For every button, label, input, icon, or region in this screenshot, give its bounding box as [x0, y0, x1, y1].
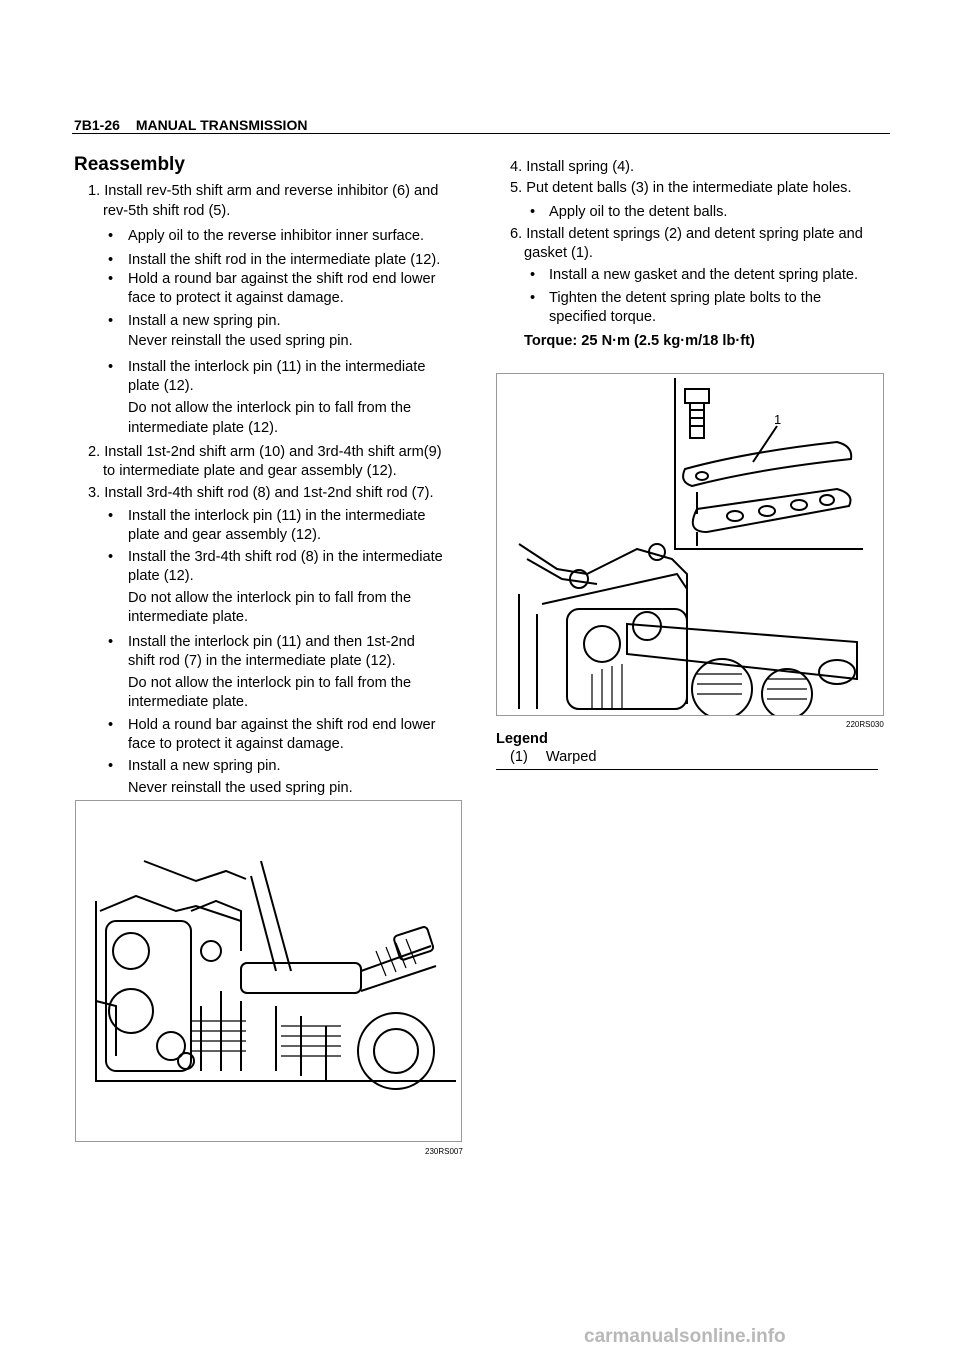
bullet-glyph: •	[108, 228, 114, 244]
bullet-text: Apply oil to the reverse inhibitor inner surface.	[128, 228, 425, 244]
watermark: carmanualsonline.info	[584, 1326, 786, 1347]
bullet-glyph: •	[530, 290, 536, 306]
bullet-glyph: •	[108, 549, 114, 565]
page-header	[74, 117, 307, 133]
step-2-line-2: to intermediate plate and gear assembly (12).	[103, 463, 397, 479]
bullet-text: Hold a round bar against the shift rod end lower	[128, 717, 436, 733]
figure-code: 220RS030	[846, 720, 884, 729]
note-text: Do not allow the interlock pin to fall from the	[128, 675, 412, 691]
bullet-text-cont: plate (12).	[128, 568, 194, 584]
step-2-line-1: 2. Install 1st-2nd shift arm (10) and 3rd-4th shift arm(9)	[88, 444, 442, 460]
legend-title: Legend	[496, 731, 548, 747]
section-title: MANUAL TRANSMISSION	[135, 117, 308, 133]
legend-rule	[496, 769, 878, 770]
bullet-text: Install the interlock pin (11) in the intermediate	[128, 508, 426, 524]
note-text: Do not allow the interlock pin to fall from the	[128, 590, 412, 606]
bullet-glyph: •	[108, 359, 114, 375]
legend-item	[510, 749, 596, 765]
bullet-text: Install a new spring pin.	[128, 313, 281, 329]
step-1-line-1: 1. Install rev-5th shift arm and reverse inhibitor (6) and	[88, 183, 439, 199]
bullet-text: Install the 3rd-4th shift rod (8) in the intermediate	[128, 549, 443, 565]
bullet-text: Install the interlock pin (11) in the intermediate	[128, 359, 426, 375]
figure-detent-plate	[496, 373, 884, 716]
section-heading: Reassembly	[74, 154, 185, 175]
bullet-text-cont: shift rod (7) in the intermediate plate (12).	[128, 653, 396, 669]
bullet-text: Install a new gasket and the detent spring plate.	[549, 267, 859, 283]
detent-plate-illustration	[497, 374, 883, 715]
note-text: Never reinstall the used spring pin.	[128, 780, 353, 796]
figure-code: 230RS007	[425, 1147, 463, 1156]
bullet-glyph: •	[108, 313, 114, 329]
section-code: 7B1-26	[74, 117, 120, 133]
torque-spec: Torque: 25 N·m (2.5 kg·m/18 lb·ft)	[524, 333, 755, 349]
bullet-text: Install a new spring pin.	[128, 758, 281, 774]
bullet-text: Hold a round bar against the shift rod end lower	[128, 271, 436, 287]
bullet-glyph: •	[108, 508, 114, 524]
transmission-illustration	[76, 801, 461, 1141]
bullet-text-cont: face to protect it against damage.	[128, 736, 344, 752]
bullet-glyph: •	[530, 204, 536, 220]
step-1-line-2: rev-5th shift rod (5).	[103, 203, 231, 219]
callout-number: 1	[774, 412, 782, 427]
bullet-glyph: •	[108, 271, 114, 287]
bullet-text-cont: face to protect it against damage.	[128, 290, 344, 306]
header-rule	[72, 133, 890, 134]
bullet-glyph: •	[530, 267, 536, 283]
legend-item-number: (1)	[510, 749, 528, 765]
step-4-line: 4. Install spring (4).	[510, 159, 635, 175]
note-text-cont: intermediate plate.	[128, 694, 249, 710]
bullet-text: Install the interlock pin (11) and then 1st-2nd	[128, 634, 415, 650]
bullet-glyph: •	[108, 717, 114, 733]
note-text-cont: intermediate plate (12).	[128, 420, 279, 436]
legend-item-text: Warped	[545, 749, 597, 765]
note-text: Do not allow the interlock pin to fall from the	[128, 400, 412, 416]
note-text: Never reinstall the used spring pin.	[128, 333, 353, 349]
note-text-cont: intermediate plate.	[128, 609, 249, 625]
bullet-text: Tighten the detent spring plate bolts to the	[549, 290, 822, 306]
step-5-line: 5. Put detent balls (3) in the intermediate plate holes.	[510, 180, 852, 196]
bullet-glyph: •	[108, 634, 114, 650]
step-6-line-1: 6. Install detent springs (2) and detent spring plate and	[510, 226, 863, 242]
bullet-text-cont: plate (12).	[128, 378, 194, 394]
step-6-line-2: gasket (1).	[524, 245, 593, 261]
figure-shift-rod-install	[75, 800, 462, 1142]
bullet-text: Apply oil to the detent balls.	[549, 204, 728, 220]
step-3-line-1: 3. Install 3rd-4th shift rod (8) and 1st-2nd shift rod (7).	[88, 485, 434, 501]
bullet-text-cont: specified torque.	[549, 309, 657, 325]
bullet-glyph: •	[108, 252, 114, 268]
bullet-text-cont: plate and gear assembly (12).	[128, 527, 322, 543]
bullet-glyph: •	[108, 758, 114, 774]
bullet-text: Install the shift rod in the intermediate plate (12).	[128, 252, 441, 268]
